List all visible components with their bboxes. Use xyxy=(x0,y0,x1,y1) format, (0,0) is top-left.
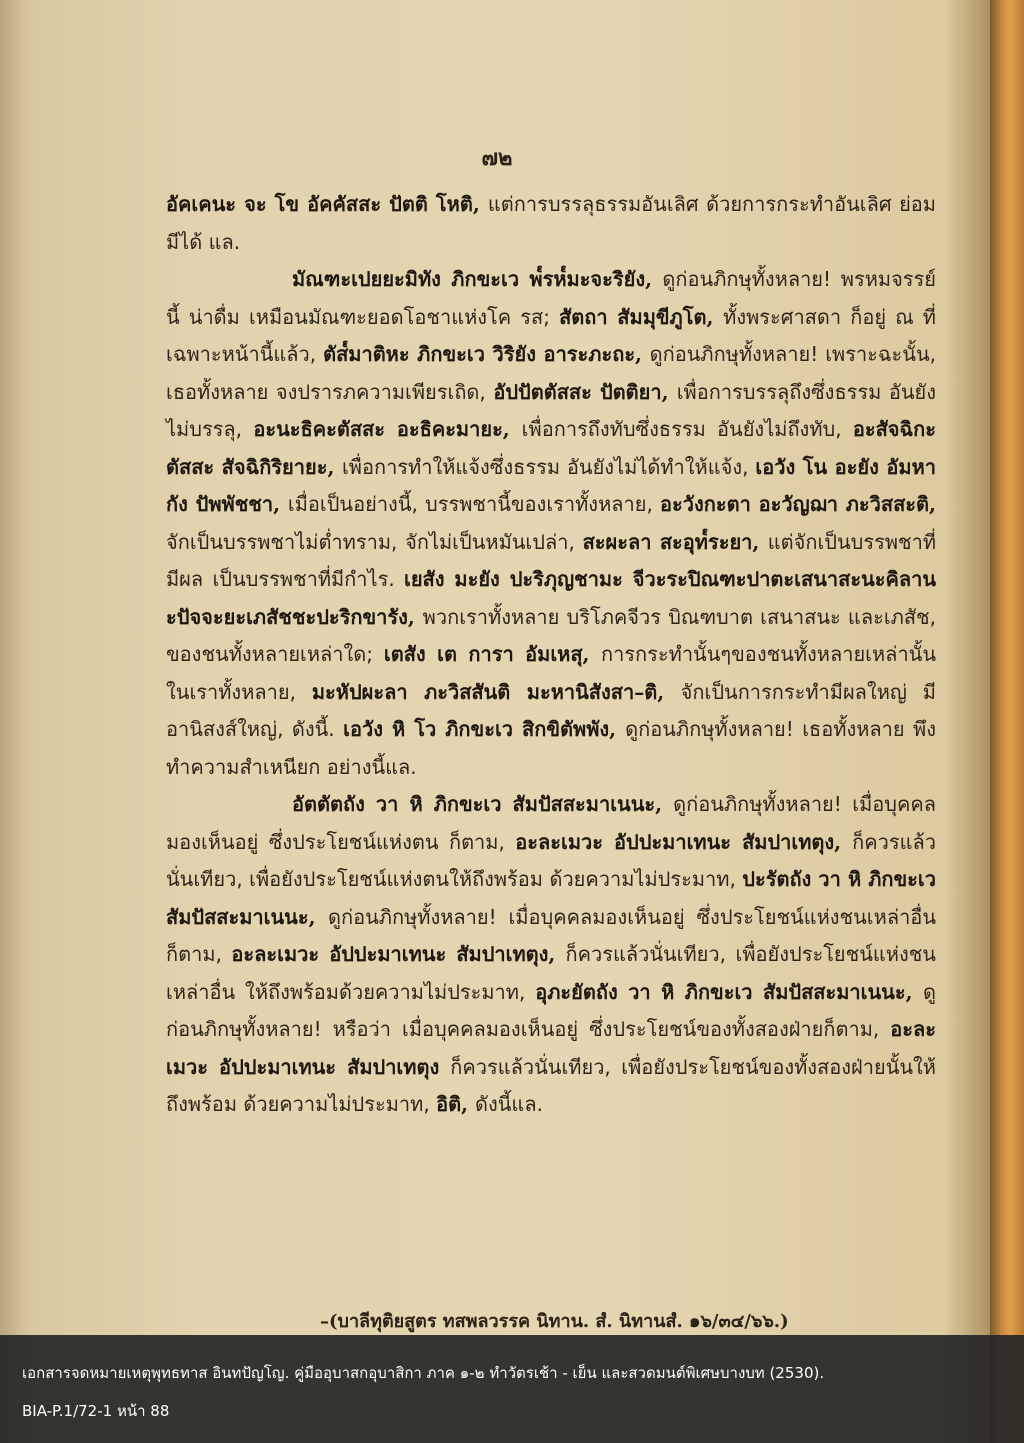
pali-phrase: มัณฑะเปยยะมิทัง ภิกขะเว พ๎รห๎มะจะริยัง, xyxy=(292,267,663,291)
pali-phrase: เยสัง มะยัง ปะริภุญชามะ จีวะระปิณฑะปาตะเสนาสะนะคิลานะปัจจะยะเภสัชชะปะริกขารัง, xyxy=(166,567,937,629)
pali-phrase: อะละเมวะ อัปปะมาเทนะ สัมปาเทตุง, xyxy=(231,942,566,966)
thai-translation: ทั้งพระศาสดา ก็อยู่ ณ ที่เฉพาะหน้านี้แล้ว, xyxy=(166,304,936,366)
pali-phrase: อะละเมวะ อัปปะมาเทนะ สัมปาเทตุง, xyxy=(515,829,853,854)
thai-translation: ดูก่อนภิกษุทั้งหลาย! เมื่อบุคคลมองเห็นอยู่ ซึ่งประโยชน์แห่งตน ก็ตาม, xyxy=(166,792,936,854)
thai-translation: ดูก่อนภิกษุทั้งหลาย! พรหมจรรย์นี้ น่าดื่ม เหมือนมัณฑะยอดโอชาแห่งโค รส; xyxy=(166,267,936,329)
pali-phrase: อัตตัตถัง วา หิ ภิกขะเว สัมปัสสะมาเนนะ, xyxy=(292,792,674,816)
pali-phrase: เตสัง เต การา อัมเหสุ, xyxy=(383,642,601,666)
pali-phrase: อะวังกะตา อะวัญฌา ภะวิสสะติ, xyxy=(660,492,936,516)
page-number: ๗๒ xyxy=(481,145,513,171)
book-page-edges xyxy=(990,0,1024,1443)
thai-translation: แต่การบรรลุธรรมอันเลิศ ด้วยการกระทำอันเลิศ ย่อมมีได้ แล. xyxy=(166,192,936,254)
pali-phrase: เอวัง หิ โว ภิกขะเว สิกขิตัพพัง, xyxy=(343,717,626,741)
thai-translation: ก็ควรแล้วนั่นเทียว, เพื่อยังประโยชน์แห่งตนให้ถึงพร้อม ด้วยความไม่ประมาท, xyxy=(166,829,936,891)
pali-phrase: ปะรัตถัง วา หิ ภิกขะเว สัมปัสสะมาเนนะ, xyxy=(166,867,936,929)
caption-citation: เอกสารจดหมายเหตุพุทธทาส อินทปัญโญ. คู่มืออุบาสกอุบาสิกา ภาค ๑-๒ ทำวัตรเช้า - เย็น และสวดมนต์พิเศษบางบท (2530). xyxy=(22,1364,825,1382)
pali-phrase: สะผะลา สะอุท๎ระยา, xyxy=(582,529,768,554)
pali-phrase: อุภะยัตถัง วา หิ ภิกขะเว สัมปัสสะมาเนนะ, xyxy=(535,979,924,1004)
thai-translation: ก็ควรแล้วนั่นเทียว, เพื่อยังประโยชน์แห่งชนเหล่าอื่น ให้ถึงพร้อมด้วยความไม่ประมาท, xyxy=(166,942,936,1004)
caption-archive-id: BIA-P.1/72-1 หน้า 88 xyxy=(22,1402,170,1420)
thai-translation: ดังนี้แล. xyxy=(475,1092,543,1116)
thai-translation: ดูก่อนภิกษุทั้งหลาย! เมื่อบุคคลมองเห็นอยู่ ซึ่งประโยชน์แห่งชนเหล่าอื่น ก็ตาม, xyxy=(166,904,936,966)
thai-translation: จักเป็นบรรพชาไม่ต่ำทราม, จักไม่เป็นหมันเปล่า, xyxy=(166,529,583,554)
pali-phrase: สัตถา สัมมุขีภูโต, xyxy=(559,304,724,329)
thai-translation: เพื่อการทำให้แจ้งซึ่งธรรม อันยังไม่ได้ทำให้แจ้ง, xyxy=(341,454,756,479)
pali-phrase: อะละเมวะ อัปปะมาเทนะ สัมปาเทตุง xyxy=(166,1017,936,1079)
thai-translation: ดูก่อนภิกษุทั้งหลาย! เธอทั้งหลาย พึงทำความสำเหนียก อย่างนี้แล. xyxy=(166,717,936,779)
paragraph xyxy=(166,786,936,1124)
pali-phrase: อิติ, xyxy=(436,1092,475,1116)
thai-translation: ดูก่อนภิกษุทั้งหลาย! เพราะฉะนั้น, เธอทั้งหลาย จงปรารภความเพียรเถิด, xyxy=(166,342,936,404)
paragraph xyxy=(166,261,936,786)
pali-phrase: อัปปัตตัสสะ ปัตติยา, xyxy=(493,379,677,404)
source-reference: –(บาลีทุติยสูตร ทสพลวรรค นิทาน. สํ. นิทานสํ. ๑๖/๓๔/๖๖.) xyxy=(320,1311,789,1332)
thai-translation: เพื่อการถึงทับซึ่งธรรม อันยังไม่ถึงทับ, xyxy=(521,417,853,441)
thai-translation: เมื่อเป็นอย่างนี้, บรรพชานี้ของเราทั้งหลาย, xyxy=(287,492,660,516)
pali-phrase: เอวัง โน อะยัง อัมหากัง ปัพพัชชา, xyxy=(166,454,937,516)
thai-translation: เพื่อการบรรลุถึงซึ่งธรรม อันยังไม่บรรลุ, xyxy=(166,379,937,441)
pali-phrase: อัคเคนะ จะ โข อัคคัสสะ ปัตติ โหติ, xyxy=(166,192,488,216)
body-text xyxy=(166,186,936,1124)
archive-caption-bar xyxy=(0,1335,1024,1443)
pali-phrase: ตัส๎มาติหะ ภิกขะเว วิริยัง อาระภะถะ, xyxy=(323,342,650,366)
thai-translation: พวกเราทั้งหลาย บริโภคจีวร บิณฑบาต เสนาสนะ และเภสัช, ของชนทั้งหลายเหล่าใด; xyxy=(166,604,936,666)
thai-translation: การกระทำนั้นๆของชนทั้งหลายเหล่านั้น ในเราทั้งหลาย, xyxy=(166,642,937,704)
thai-translation: แต่จักเป็นบรรพชาที่มีผล เป็นบรรพชาที่มีกำไร. xyxy=(166,529,936,591)
thai-translation: จักเป็นการกระทำมีผลใหญ่ มีอานิสงส์ใหญ่, ดังนี้. xyxy=(166,679,936,741)
pali-phrase: มะหัปผะลา ภะวิสสันติ มะหานิสังสา–ติ, xyxy=(311,679,681,704)
paragraph xyxy=(166,186,936,261)
pali-phrase: อะนะธิคะตัสสะ อะธิคะมายะ, xyxy=(253,417,522,441)
thai-translation: ดูก่อนภิกษุทั้งหลาย! หรือว่า เมื่อบุคคลมองเห็นอยู่ ซึ่งประโยชน์ของทั้งสองฝ่ายก็ตาม, xyxy=(166,979,937,1041)
pali-phrase: อะสัจฉิกะตัสสะ สัจฉิกิริยายะ, xyxy=(166,417,936,479)
thai-translation: ก็ควรแล้วนั่นเทียว, เพื่อยังประโยชน์ของทั้งสองฝ่ายนั้นให้ถึงพร้อม ด้วยความไม่ประมาท, xyxy=(166,1054,936,1116)
